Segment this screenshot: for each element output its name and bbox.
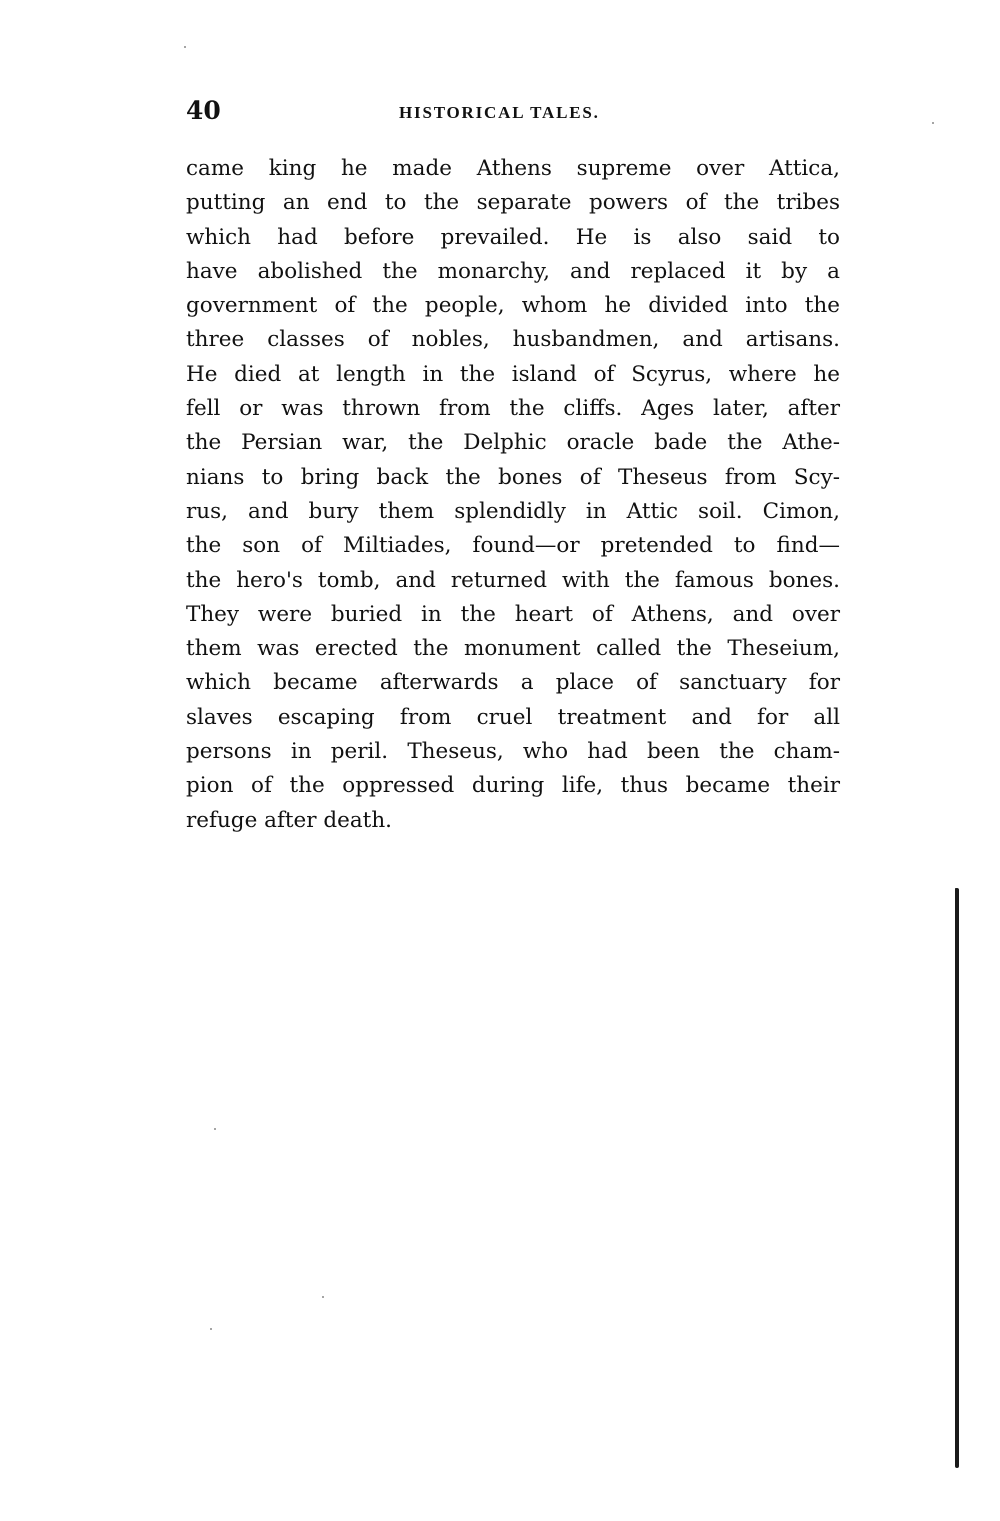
text-line: slaves escaping from cruel treatment and for all (186, 704, 840, 730)
page-header (186, 96, 840, 130)
text-line: government of the people, whom he divided into the (186, 293, 840, 319)
text-line: They were buried in the heart of Athens, and over (186, 601, 840, 627)
text-line: the Persian war, the Delphic oracle bade the Athe- (186, 430, 840, 456)
text-line: nians to bring back the bones of Theseus from Scy- (186, 464, 840, 490)
page-number: 40 (186, 96, 221, 125)
body-text (186, 152, 840, 838)
text-line: the hero's tomb, and returned with the famous bones. (186, 567, 840, 593)
paper-speck (322, 1296, 324, 1298)
text-line: pion of the oppressed during life, thus became their (186, 773, 840, 799)
text-line: have abolished the monarchy, and replaced it by a (186, 258, 840, 284)
text-line: refuge after death. (186, 807, 393, 833)
text-line: three classes of nobles, husbandmen, and artisans. (186, 327, 840, 353)
text-line: which had before prevailed. He is also said to (186, 224, 840, 250)
paper-speck (210, 1328, 212, 1330)
text-line: them was erected the monument called the Theseium, (186, 636, 840, 662)
text-line: the son of Miltiades, found—or pretended to find— (186, 533, 840, 559)
paper-speck (932, 122, 934, 124)
text-line: rus, and bury them splendidly in Attic soil. Cimon, (186, 498, 840, 524)
paper-speck (214, 1128, 216, 1130)
text-line: He died at length in the island of Scyrus, where he (186, 361, 840, 387)
text-line: came king he made Athens supreme over Attica, (186, 156, 840, 181)
running-head: HISTORICAL TALES. (399, 103, 600, 122)
paper-speck (184, 46, 186, 48)
text-line: fell or was thrown from the cliffs. Ages later, after (186, 396, 840, 422)
text-line: which became afterwards a place of sanctuary for (186, 670, 840, 696)
text-line: persons in peril. Theseus, who had been the cham- (186, 739, 840, 765)
text-line: putting an end to the separate powers of the tribes (186, 190, 840, 216)
scan-edge-line (955, 888, 959, 1468)
